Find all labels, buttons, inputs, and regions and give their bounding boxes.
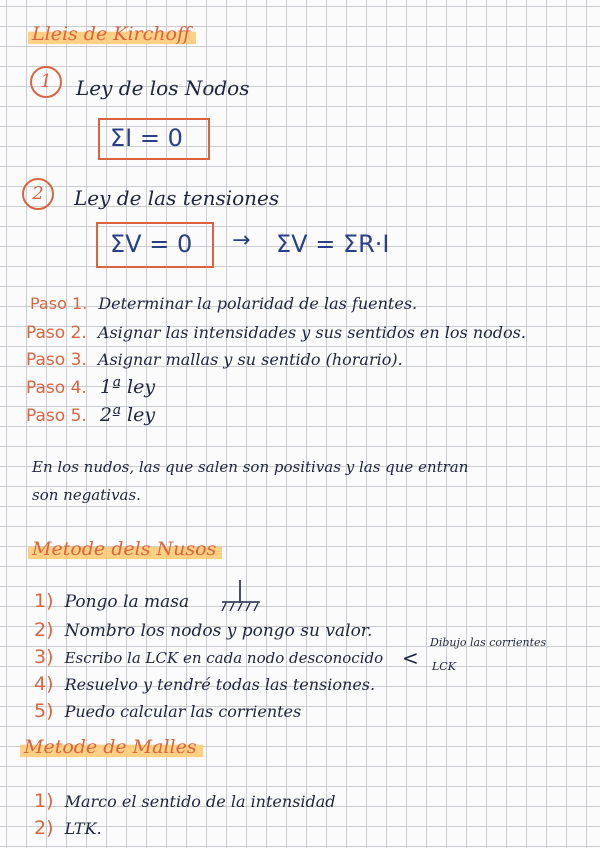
step-text: Asignar las intensidades y sus sentidos en los nodos. (97, 323, 526, 342)
step-label: Paso 5. (26, 406, 87, 426)
meshes-item (34, 817, 102, 839)
item-text: Resuelvo y tendré todas las tensiones. (64, 675, 376, 694)
nodes-item (34, 700, 301, 722)
step-row (26, 376, 155, 398)
law2-number-circle: 2 (22, 178, 54, 210)
law2-result: ΣV = ΣR·I (276, 230, 390, 258)
step-label: Paso 2. (26, 323, 87, 343)
page-title: Lleis de Kirchoff (28, 22, 196, 46)
law1-formula-box (98, 118, 210, 160)
nodes-item (34, 590, 189, 612)
step-text: Determinar la polaridad de las fuentes. (98, 294, 418, 313)
item-text: Puedo calcular las corrientes (64, 702, 302, 721)
step-row (26, 350, 403, 370)
law2-formula: ΣV = 0 (110, 230, 193, 258)
law1-formula: ΣI = 0 (110, 124, 183, 152)
nodes-note-line2: son negativas. (32, 486, 141, 504)
item-number: 1) (34, 590, 54, 612)
step-row (30, 294, 417, 313)
step-text: 2ª ley (99, 404, 156, 426)
side-note-line2: LCK (432, 660, 456, 673)
step-label: Paso 1. (30, 294, 88, 313)
item-text: LTK. (64, 819, 102, 838)
item-text: Marco el sentido de la intensidad (64, 792, 336, 811)
item-number: 2) (34, 619, 54, 641)
section-meshes-title: Metode de Malles (20, 735, 203, 759)
nodes-item (34, 673, 375, 695)
step-label: Paso 3. (26, 350, 87, 370)
step-text: 1ª ley (99, 376, 156, 398)
step-label: Paso 4. (26, 378, 87, 398)
step-text: Asignar mallas y su sentido (horario). (97, 350, 403, 369)
ground-icon (218, 580, 266, 614)
step-row (26, 404, 155, 426)
item-number: 5) (34, 700, 54, 722)
law2-arrow: → (232, 228, 251, 253)
side-bracket: < (402, 646, 419, 670)
item-number: 4) (34, 673, 54, 695)
law2-formula-box (96, 222, 214, 268)
item-number: 1) (34, 790, 54, 812)
item-number: 3) (34, 646, 54, 668)
law1-title: Ley de los Nodos (76, 76, 250, 100)
nodes-note-line1: En los nudos, las que salen son positivas y las que entran (32, 458, 469, 476)
section-nodes-title: Metode dels Nusos (28, 537, 222, 561)
nodes-item (34, 619, 372, 641)
meshes-item (34, 790, 336, 812)
step-row (26, 323, 526, 343)
item-text: Escribo la LCK en cada nodo desconocido (64, 649, 384, 667)
law2-title: Ley de las tensiones (74, 186, 280, 210)
law1-number-circle: 1 (30, 66, 62, 98)
item-number: 2) (34, 817, 54, 839)
nodes-item (34, 646, 383, 668)
side-note-line1: Dibujo las corrientes (430, 636, 547, 649)
item-text: Nombro los nodos y pongo su valor. (64, 621, 373, 641)
item-text: Pongo la masa (64, 592, 190, 612)
